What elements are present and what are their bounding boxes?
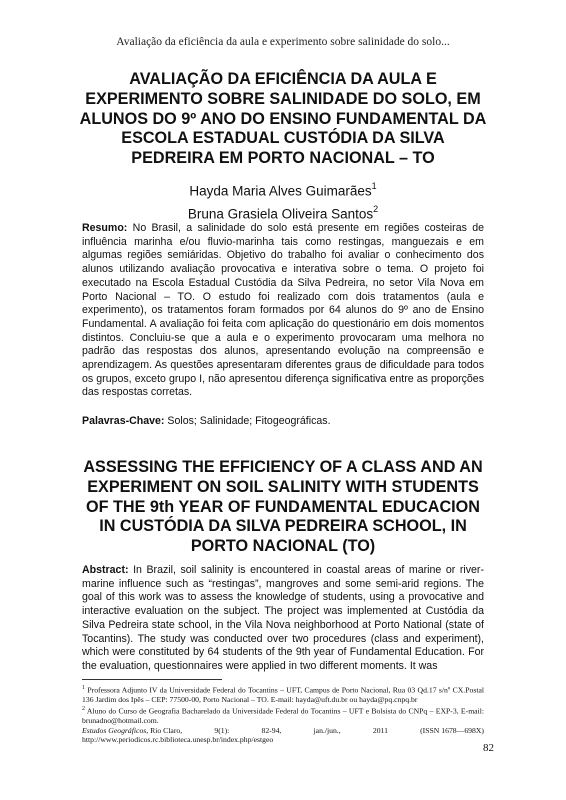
journal-issn: (ISSN 1678—698X)	[420, 725, 484, 735]
keywords-text: Solos; Salinidade; Fitogeográficas.	[167, 415, 331, 427]
abstract-text: In Brazil, soil salinity is encountered in coastal areas of marine or river-marine influence such as “restingas”, mangroves and some semi-arid regions. The goal of this work was to assess the knowledge of students, using a provocative and interactive evaluation on the subject. The project was implemented at Custódia da Silva Pedreira state school, in the Vila Nova neighborhood at Porto National (state of Tocantins). The study was conducted over two procedures (class and experiment), which were constituted by 64 students of the 9th year of Fundamental Education. For the evaluation, questionnaires were applied in two different moments. It was	[82, 564, 484, 672]
footnote-mark: 2	[82, 705, 85, 712]
footnote-text: Professora Adjunto IV da Universidade Federal do Tocantins – UFT, Campus de Porto Nacional, Rua 03 Qd.17 s/nº CX.Postal 136 Jardim dos Ipês – CEP: 77500-00, Porto Nacional – TO. E-mail: hayda@uft.du.br ou hayda@pq.cnpq.br	[82, 685, 485, 705]
author	[60, 201, 506, 224]
page-number: 82	[483, 742, 494, 754]
keywords-label: Palavras-Chave:	[82, 415, 165, 427]
journal-name: Estudos Geográficos	[82, 725, 147, 735]
author-list	[60, 178, 506, 223]
abstract-label: Abstract:	[82, 564, 129, 576]
resumo-paragraph	[82, 222, 484, 400]
footnote	[82, 705, 484, 726]
abstract-paragraph	[82, 564, 484, 674]
footnote	[82, 684, 484, 705]
journal-pages: 82-94,	[261, 725, 282, 735]
author-name: Bruna Grasiela Oliveira Santos	[187, 206, 374, 221]
title-portuguese: AVALIAÇÃO DA EFICIÊNCIA DA AULA E EXPERIMENTO SOBRE SALINIDADE DO SOLO, EM ALUNOS DO 9º ANO DO ENSINO FUNDAMENTAL DA ESCOLA ESTADUAL CUSTÓDIA DA SILVA PEDREIRA EM PORTO NACIONAL – TO	[79, 70, 487, 168]
journal-year: 2011	[372, 725, 388, 735]
journal-url[interactable]: http://www.periodicos.rc.biblioteca.unesp.br/index.php/estgeo	[82, 735, 274, 745]
footnotes	[82, 684, 484, 745]
resumo-label: Resumo:	[82, 222, 128, 234]
footnote-mark: 1	[82, 685, 85, 691]
resumo-text: No Brasil, a salinidade do solo está presente em regiões costeiras de influência marinha e/ou fluvio-marinha tais como restingas, manguezais e em algumas regiões semiáridas. Objetivo do trabalho foi avaliar o conhecimento dos alunos utilizando avaliação provocativa e interativa sobre o tema. O projeto foi executado na Escola Estadual Custódia da Silva Pedreira, no setor Vila Nova em Porto Nacional – TO. O estudo foi realizado com dois tratamentos (aula e experimento), os tratamentos foram formados por 64 alunos do 9º ano de Ensino Fundamental. A avaliação foi feita com aplicação do questionário em dois momentos distintos. Concluiu-se que a aula e o experimento provocaram uma melhora no padrão das respostas dos alunos, apresentando evolução na compreensão e aprendizagem. As questões apresentaram diferentes graus de dificuldade para todos os grupos, exceto grupo I, não apresentou diferença significativa entre as proporções das respostas corretas.	[82, 222, 484, 399]
title-english: ASSESSING THE EFFICIENCY OF A CLASS AND AN EXPERIMENT ON SOIL SALINITY WITH STUDENTS OF THE 9th YEAR OF FUNDAMENTAL EDUCACION IN CUSTÓDIA DA SILVA PEDREIRA SCHOOL, IN PORTO NACIONAL (TO)	[83, 458, 483, 556]
running-header: Avaliação da eficiência da aula e experimento sobre salinidade do solo...	[116, 36, 450, 48]
footnote-text: Aluno do Curso de Geografia Bacharelado da Universidade Federal do Tocantins – UFT e Bolsista do CNPq – EXP-3, E-mail: brunadno@hotmail.com.	[82, 706, 484, 725]
author-footnote-mark[interactable]: 1	[371, 181, 377, 191]
author	[60, 178, 506, 201]
journal-period: jan./jun.,	[313, 725, 341, 735]
journal-volume: 9(1):	[214, 725, 230, 735]
author-footnote-mark[interactable]: 2	[373, 203, 379, 214]
keywords-paragraph	[82, 415, 484, 429]
journal-place: , Rio Claro,	[146, 725, 183, 735]
journal-citation	[82, 726, 484, 736]
footnote-divider	[82, 679, 222, 680]
author-name: Hayda Maria Alves Guimarães	[189, 183, 372, 199]
